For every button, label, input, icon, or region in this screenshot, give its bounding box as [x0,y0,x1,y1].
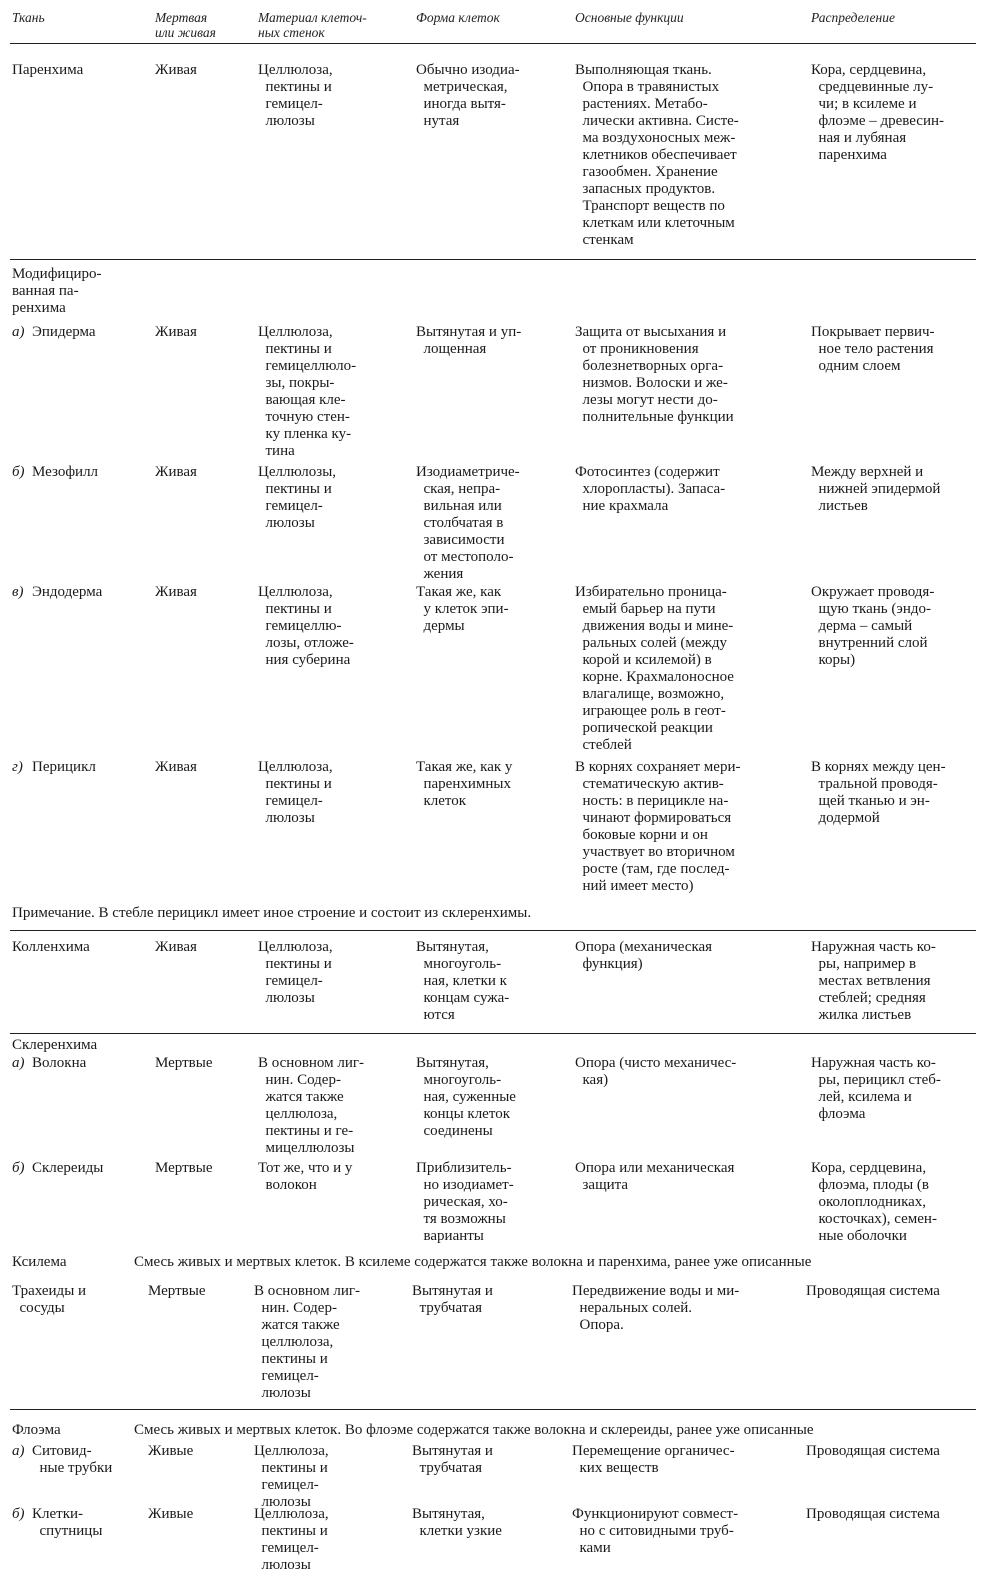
row-sclereids-tissue: Склереиды [32,1160,104,1176]
row-pericycle-distribution: В корнях между цен- тральной проводя- щей тканью и эн- додермой [811,759,946,826]
row-sclereids-alive: Мертвые [155,1160,213,1176]
header-tissue: Ткань [12,10,45,25]
row-pericycle-wall: Целлюлоза, пектины и гемицел- люлозы [258,759,333,826]
row-fibers-functions: Опора (чисто механичес- кая) [575,1055,737,1088]
row-pericycle-shape: Такая же, как у паренхимных клеток [416,759,513,809]
row-parenchyma-tissue: Паренхима [12,62,84,78]
header-wall: Материал клеточ- ных стенок [258,10,367,40]
row-mesophyll-tissue: Мезофилл [32,464,99,480]
row-tracheids-distribution: Проводящая система [806,1283,940,1299]
header-shape: Форма клеток [416,10,500,25]
row-sieve-tubes-shape: Вытянутая и трубчатая [412,1443,493,1476]
row-endodermis-shape: Такая же, как у клеток эпи- дермы [416,584,509,634]
row-epidermis-letter: а) [12,324,25,340]
row-sclereids-functions: Опора или механическая защита [575,1160,735,1193]
row-mesophyll-shape: Изодиаметриче- ская, непра- вильная или столбчатая в зависимости от местополо- жения [416,464,520,582]
row-epidermis-tissue: Эпидерма [32,324,96,340]
row-collenchyma-tissue: Колленхима [12,939,90,955]
row-tracheids-tissue: Трахеиды и сосуды [12,1283,87,1316]
row-phloem-span: Смесь живых и мертвых клеток. Во флоэме содержатся также волокна и склереиды, ранее уже описанные [134,1422,814,1438]
row-companion-cells-shape: Вытянутая, клетки узкие [412,1506,502,1539]
row-epidermis-shape: Вытянутая и уп- лощенная [416,324,522,357]
row-tracheids-alive: Мертвые [148,1283,206,1299]
section-rule [10,1033,976,1034]
row-collenchyma-alive: Живая [155,939,197,955]
row-pericycle-functions: В корнях сохраняет мери- стематическую актив- ность: в перицикле на- чинают формироваться боковые корни и он участвует во вторичном росте (там, где послед- ний имеет место) [575,759,741,894]
row-tracheids-wall: В основном лиг- нин. Содер- жатся также целлюлоза, пектины и гемицел- люлозы [254,1283,361,1401]
header-functions: Основные функции [575,10,684,25]
row-endodermis-distribution: Окружает проводя- щую ткань (эндо- дерма – самый внутренний слой коры) [811,584,935,668]
row-parenchyma-wall: Целлюлоза, пектины и гемицел- люлозы [258,62,333,129]
row-parenchyma-shape: Обычно изодиа- метрическая, иногда вытя- нутая [416,62,520,129]
header-distribution: Распределение [811,10,895,25]
row-companion-cells-wall: Целлюлоза, пектины и гемицел- люлозы [254,1506,329,1573]
section-rule [10,1409,976,1410]
row-sieve-tubes-tissue: Ситовид- ные трубки [32,1443,113,1476]
row-companion-cells-distribution: Проводящая система [806,1506,940,1522]
section-rule [10,930,976,931]
row-fibers-wall: В основном лиг- нин. Содер- жатся также целлюлоза, пектины и ге- мицеллюлозы [258,1055,365,1156]
row-fibers-distribution: Наружная часть ко- ры, перицикл стеб- лей, ксилема и флоэма [811,1055,941,1122]
row-sieve-tubes-distribution: Проводящая система [806,1443,940,1459]
group-sclerenchyma: Склеренхима [12,1037,98,1053]
row-epidermis-alive: Живая [155,324,197,340]
row-phloem-tissue: Флоэма [12,1422,61,1438]
row-companion-cells-alive: Живые [148,1506,194,1522]
group-modified-parenchyma: Модифициро- ванная па- ренхима [12,266,102,316]
row-parenchyma-alive: Живая [155,62,197,78]
row-tracheids-functions: Передвижение воды и ми- неральных солей. Опора. [572,1283,740,1333]
row-epidermis-distribution: Покрывает первич- ное тело растения одним слоем [811,324,935,374]
row-fibers-letter: а) [12,1055,25,1071]
row-epidermis-functions: Защита от высыхания и от проникновения болезнетворных орга- низмов. Волоски и же- лезы могут нести до- полнительные функции [575,324,734,425]
row-companion-cells-tissue: Клетки- спутницы [32,1506,103,1539]
row-endodermis-functions: Избирательно проница- емый барьер на пути движения воды и мине- ральных солей (между корой и ксилемой) в корне. Крахмалоносное влагалище, возможно, играющее роль в геот- ропической реакции стеблей [575,584,734,753]
row-mesophyll-distribution: Между верхней и нижней эпидермой листьев [811,464,941,514]
row-pericycle-alive: Живая [155,759,197,775]
row-companion-cells-functions: Функционируют совмест- но с ситовидными труб- ками [572,1506,739,1556]
row-epidermis-wall: Целлюлоза, пектины и гемицеллюло- зы, покры- вающая кле- точную стен- ку пленка ку- тина [258,324,357,459]
row-mesophyll-alive: Живая [155,464,197,480]
row-sclereids-distribution: Кора, сердцевина, флоэма, плоды (в околоплодниках, косточках), семен- ные оболочки [811,1160,937,1244]
header-alive: Мертвая или живая [155,10,216,40]
row-fibers-alive: Мертвые [155,1055,213,1071]
row-collenchyma-shape: Вытянутая, многоуголь- ная, клетки к концам сужа- ются [416,939,510,1023]
row-endodermis-wall: Целлюлоза, пектины и гемицеллю- лозы, отложе- ния суберина [258,584,354,668]
header-rule [10,43,976,44]
row-sclereids-letter: б) [12,1160,25,1176]
row-pericycle-tissue: Перицикл [32,759,96,775]
row-sclereids-wall: Тот же, что и у волокон [258,1160,353,1193]
row-endodermis-letter: в) [12,584,24,600]
row-pericycle-letter: г) [12,759,23,775]
row-parenchyma-distribution: Кора, сердцевина, средцевинные лу- чи; в ксилеме и флоэме – древесин- ная и лубяная паренхима [811,62,944,163]
row-mesophyll-functions: Фотосинтез (содержит хлоропласты). Запаса- ние крахмала [575,464,726,514]
row-fibers-shape: Вытянутая, многоуголь- ная, суженные концы клеток соединены [416,1055,516,1139]
row-mesophyll-wall: Целлюлозы, пектины и гемицел- люлозы [258,464,337,531]
row-sieve-tubes-wall: Целлюлоза, пектины и гемицел- люлозы [254,1443,329,1510]
row-sieve-tubes-functions: Перемещение органичес- ких веществ [572,1443,735,1476]
row-sclereids-shape: Приблизитель- но изодиамет- рическая, хо- тя возможны варианты [416,1160,514,1244]
row-mesophyll-letter: б) [12,464,25,480]
row-endodermis-tissue: Эндодерма [32,584,103,600]
row-sieve-tubes-letter: а) [12,1443,25,1459]
row-sieve-tubes-alive: Живые [148,1443,194,1459]
row-collenchyma-wall: Целлюлоза, пектины и гемицел- люлозы [258,939,333,1006]
section-rule [10,259,976,260]
footnote: Примечание. В стебле перицикл имеет иное строение и состоит из склеренхимы. [12,905,532,921]
row-collenchyma-distribution: Наружная часть ко- ры, например в местах ветвления стеблей; средняя жилка листьев [811,939,936,1023]
row-xylem-span: Смесь живых и мертвых клеток. В ксилеме содержатся также волокна и паренхима, ранее уже описанные [134,1254,812,1270]
row-tracheids-shape: Вытянутая и трубчатая [412,1283,493,1316]
row-collenchyma-functions: Опора (механическая функция) [575,939,713,972]
row-endodermis-alive: Живая [155,584,197,600]
row-parenchyma-functions: Выполняющая ткань. Опора в травянистых растениях. Метабо- лически активна. Систе- ма воздухоносных меж- клетников обеспечивает газообмен. Хранение запасных продуктов. Транспорт веществ по клеткам или клеточным стенкам [575,62,739,248]
row-companion-cells-letter: б) [12,1506,25,1522]
row-xylem-tissue: Ксилема [12,1254,67,1270]
row-fibers-tissue: Волокна [32,1055,87,1071]
